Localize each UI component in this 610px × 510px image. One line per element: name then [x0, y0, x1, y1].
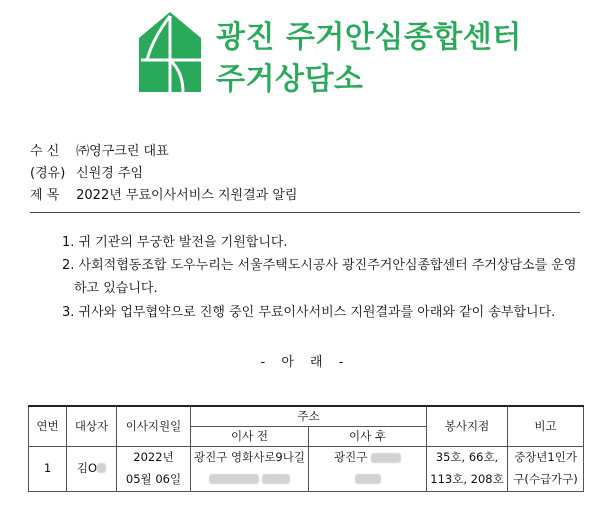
org-name: 광진 주거안심종합센터: [216, 20, 522, 55]
paragraph-2: 2. 사회적협동조합 도우누리는 서울주택도시공사 광진주거안심종합센터 주거상담소를 운영: [62, 258, 577, 273]
via-value: 신원경 주임: [76, 166, 144, 181]
col-remark: 비고: [508, 406, 584, 447]
date-year: 2022년: [133, 450, 174, 464]
cell-target: [67, 447, 117, 492]
remark-line-2: 구(수급가구): [513, 471, 578, 486]
redacted-mark: [97, 463, 106, 473]
paper-line-1: 35호, 66호,: [435, 450, 499, 464]
after-address: 광진구: [311, 447, 424, 469]
cell-paper: [427, 447, 508, 492]
col-paper: 봉사지점: [427, 406, 508, 447]
cell-date: [117, 447, 191, 492]
cell-after: [309, 447, 427, 492]
paragraph-2-cont: 하고 있습니다.: [74, 281, 158, 296]
recipient-label: 수 신: [30, 144, 60, 159]
divider: [30, 212, 580, 213]
before-address: 광진구 영화사로9나길: [194, 450, 305, 464]
before-address-redacted: [193, 469, 306, 491]
date-day: 05월 06일: [125, 471, 182, 486]
paper-line-2: 113호, 208호: [430, 471, 504, 486]
subject-value: 2022년 무료이사서비스 지원결과 알림: [76, 188, 298, 203]
cell-no: 1: [29, 447, 67, 492]
recipient-line: [30, 140, 169, 159]
paragraph-3: 3. 귀사와 업무협약으로 진행 중인 무료이사서비스 지원결과를 아래와 같이 송부합니다.: [62, 305, 556, 320]
cell-remark: [508, 447, 584, 492]
recipient-value: ㈜영구크린 대표: [76, 144, 169, 159]
target-name: 김O: [76, 460, 98, 475]
cell-before: [191, 447, 309, 492]
via-label: (경유): [30, 166, 66, 181]
col-target: 대상자: [67, 406, 117, 447]
paragraph-1: 1. 귀 기관의 무궁한 발전을 기원합니다.: [62, 235, 288, 250]
subject-line: [30, 184, 297, 203]
col-address: 주소: [191, 406, 427, 427]
org-subtitle: 주거상담소: [216, 62, 364, 97]
col-no: 연번: [29, 406, 67, 447]
remark-line-1: 중장년1인가: [514, 450, 577, 464]
house-logo-icon: [139, 12, 201, 92]
col-after: 이사 후: [309, 427, 427, 447]
subject-label: 제 목: [30, 188, 60, 203]
table-header-row: [29, 406, 584, 427]
col-date: 이사지원일: [117, 406, 191, 447]
below-note: - 아 래 -: [260, 355, 350, 370]
result-table: [28, 405, 584, 492]
col-before: 이사 전: [191, 427, 309, 447]
table-row: [29, 447, 584, 492]
via-line: [30, 162, 143, 181]
after-address-redacted: [311, 469, 424, 491]
